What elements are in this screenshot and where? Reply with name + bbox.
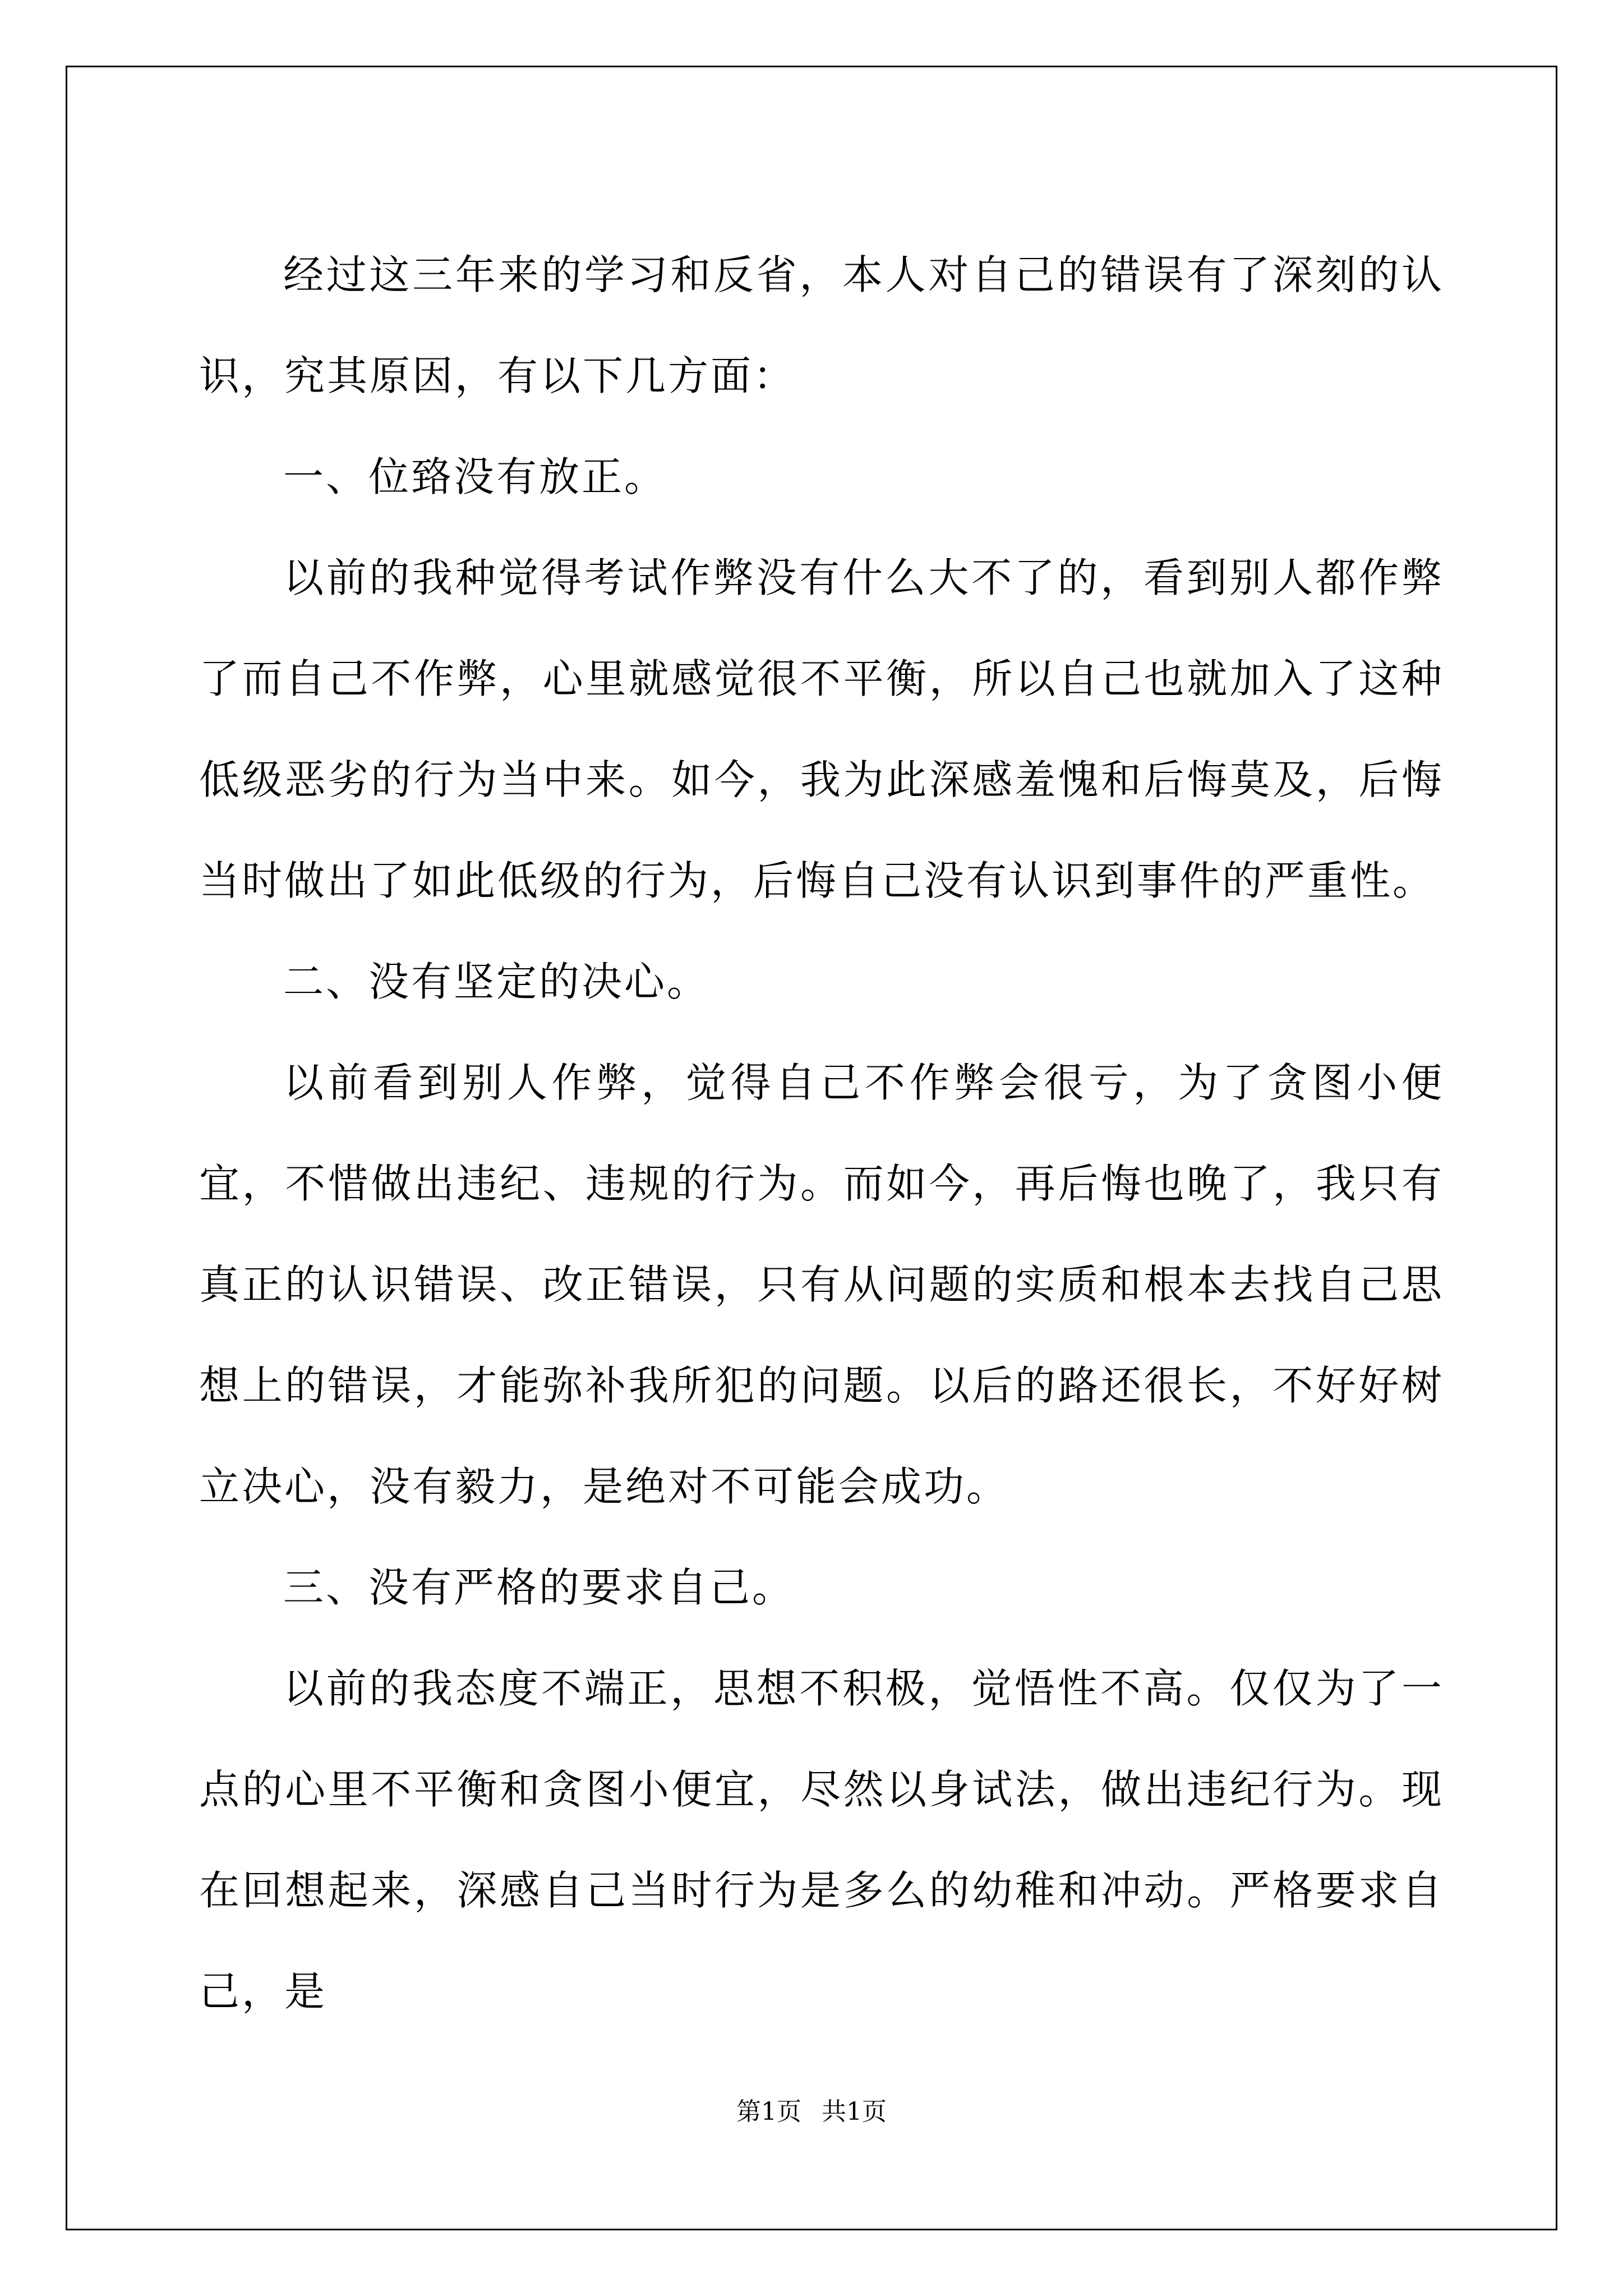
page-number: 第1页 — [736, 2097, 801, 2126]
heading-1: 一、位臵没有放正。 — [283, 453, 667, 500]
paragraph-4: 以前的我态度不端正，思想不积极，觉悟性不高。仅仅为了一点的心里不平衡和贪图小便宜，尽然以身试法，做出违纪行为。现在回想起来，深感自己当时行为是多么的幼稚和冲动。严格要求自己，是 — [199, 1665, 1444, 2015]
heading-2: 二、没有坚定的决心。 — [283, 958, 710, 1005]
paragraph-1: 经过这三年来的学习和反省，本人对自己的错误有了深刻的认识，究其原因，有以下几方面： — [199, 251, 1444, 399]
paragraph-3: 以前看到别人作弊，觉得自己不作弊会很亏，为了贪图小便宜，不惜做出违纪、违规的行为。而如今，再后悔也晚了，我只有真正的认识错误、改正错误，只有从问题的实质和根本去找自己思想上的错误，才能弥补我所犯的问题。以后的路还很长，不好好树立决心，没有毅力，是绝对不可能会成功。 — [199, 1059, 1444, 1510]
heading-3: 三、没有严格的要求自己。 — [283, 1564, 795, 1611]
page-total: 共1页 — [822, 2097, 887, 2126]
page-footer — [0, 2095, 1623, 2129]
paragraph-2: 以前的我种觉得考试作弊没有什么大不了的，看到别人都作弊了而自己不作弊，心里就感觉很不平衡，所以自己也就加入了这种低级恶劣的行为当中来。如今，我为此深感羞愧和后悔莫及，后悔当时做出了如此低级的行为，后悔自己没有认识到事件的严重性。 — [199, 554, 1444, 904]
document-body — [199, 224, 1444, 2042]
